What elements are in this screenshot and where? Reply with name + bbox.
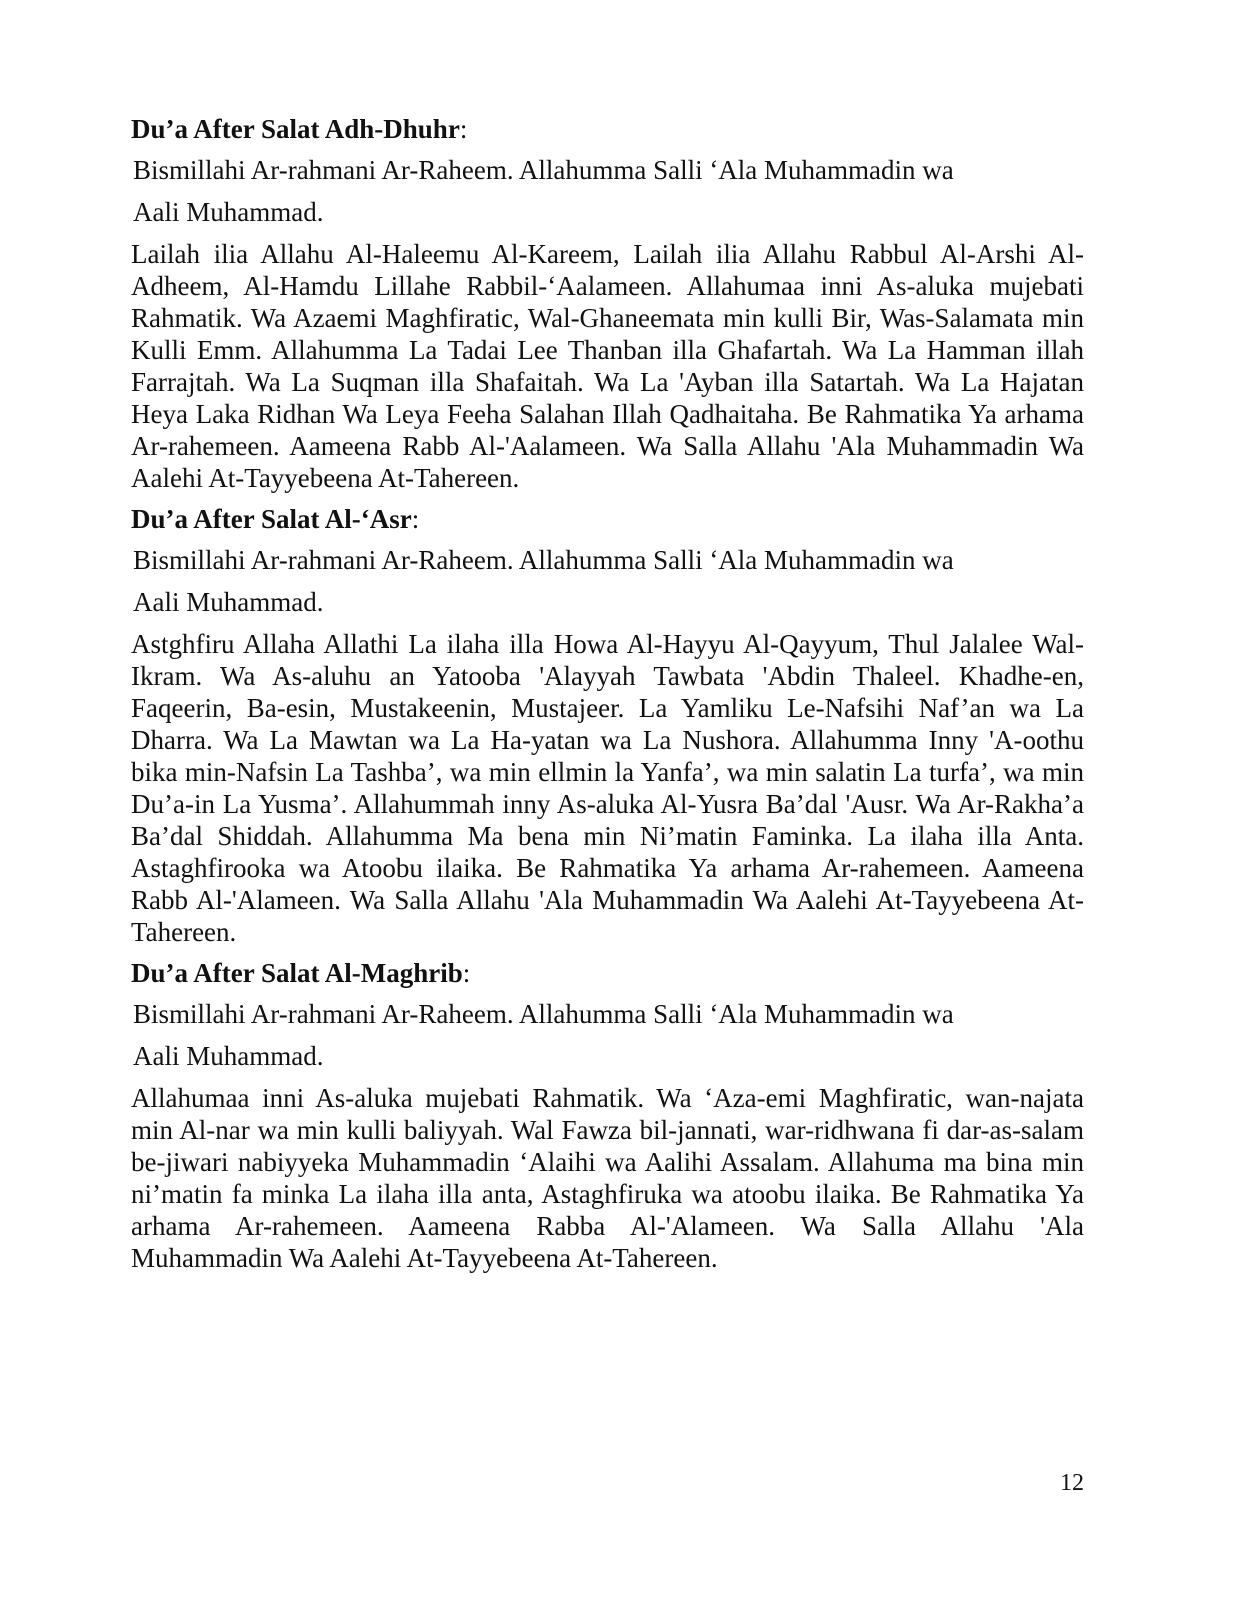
salawat-line-1: Bismillahi Ar-rahmani Ar-Raheem. Allahumma Salli ‘Ala Muhammadin wa <box>133 999 954 1029</box>
salawat-line-2: Aali Muhammad. <box>133 197 324 227</box>
dua-body-text: Lailah ilia Allahu Al-Haleemu Al-Kareem, Lailah ilia Allahu Rabbul Al-Arshi Al-Adheem, Al-Hamdu Lillahe Rabbil-‘Aalameen. Allahumaa inni As-aluka mujebati Rahmatik. Wa Azaemi Maghfiratic, Wal-Ghaneemata min kulli Bir, Was-Salamata min Kulli Emm. Allahumma La Tadai Lee Thanban illa Ghafartah. Wa La Hamman illah Farrajtah. Wa La Suqman illa Shafaitah. Wa La 'Ayban illa Satartah. Wa La Hajatan Heya Laka Ridhan Wa Leya Feeha Salahan Illah Qadhaitaha. Be Rahmatika Ya arhama Ar-rahemeen. Aameena Rabb Al-'Aalameen. Wa Salla Allahu 'Ala Muhammadin Wa Aalehi At-Tayyebeena At-Tahereen. <box>131 239 1084 493</box>
salawat-block <box>133 998 1084 1072</box>
dua-section-asr <box>131 502 1084 948</box>
section-heading <box>131 956 1084 990</box>
dua-section-dhuhr <box>131 112 1084 494</box>
salawat-line-1: Bismillahi Ar-rahmani Ar-Raheem. Allahumma Salli ‘Ala Muhammadin wa <box>133 545 954 575</box>
page-number: 12 <box>1060 1470 1084 1496</box>
document-page <box>131 112 1084 1282</box>
dua-body-text: Allahumaa inni As-aluka mujebati Rahmatik. Wa ‘Aza-emi Maghfiratic, wan-najata min Al-nar wa min kulli baliyyah. Wal Fawza bil-jannati, war-ridhwana fi dar-as-salam be-jiwari nabiyyeka Muhammadin ‘Alaihi wa Aalihi Assalam. Allahuma ma bina min ni’matin fa minka La ilaha illa anta, Astaghfiruka wa atoobu ilaika. Be Rahmatika Ya arhama Ar-rahemeen. Aameena Rabba Al-'Alameen. Wa Salla Allahu 'Ala Muhammadin Wa Aalehi At-Tayyebeena At-Tahereen. <box>131 1083 1084 1273</box>
section-heading <box>131 112 1084 146</box>
heading-colon: : <box>411 504 420 534</box>
salawat-line-2: Aali Muhammad. <box>133 1041 324 1071</box>
salawat-line-2: Aali Muhammad. <box>133 587 324 617</box>
salawat-block <box>133 544 1084 618</box>
heading-colon: : <box>459 114 468 144</box>
salawat-block <box>133 154 1084 228</box>
section-title: Du’a After Salat Adh-Dhuhr <box>131 114 460 144</box>
heading-colon: : <box>462 958 471 988</box>
salawat-line-1: Bismillahi Ar-rahmani Ar-Raheem. Allahumma Salli ‘Ala Muhammadin wa <box>133 155 954 185</box>
section-heading <box>131 502 1084 536</box>
section-title: Du’a After Salat Al-Maghrib <box>131 958 463 988</box>
dua-body-text: Astghfiru Allaha Allathi La ilaha illa Howa Al-Hayyu Al-Qayyum, Thul Jalalee Wal-Ikram. Wa As-aluhu an Yatooba 'Alayyah Tawbata 'Abdin Thaleel. Khadhe-en, Faqeerin, Ba-esin, Mustakeenin, Mustajeer. La Yamliku Le-Nafsihi Naf’an wa La Dharra. Wa La Mawtan wa La Ha-yatan wa La Nushora. Allahumma Inny 'A-oothu bika min-Nafsin La Tashba’, wa min ellmin la Yanfa’, wa min salatin La turfa’, wa min Du’a-in La Yusma’. Allahummah inny As-aluka Al-Yusra Ba’dal 'Ausr. Wa Ar-Rakha’a Ba’dal Shiddah. Allahumma Ma bena min Ni’matin Faminka. La ilaha illa Anta. Astaghfirooka wa Atoobu ilaika. Be Rahmatika Ya arhama Ar-rahemeen. Aameena Rabb Al-'Alameen. Wa Salla Allahu 'Ala Muhammadin Wa Aalehi At-Tayyebeena At-Tahereen. <box>131 629 1084 947</box>
section-title: Du’a After Salat Al-‘Asr <box>131 504 412 534</box>
dua-section-maghrib <box>131 956 1084 1274</box>
